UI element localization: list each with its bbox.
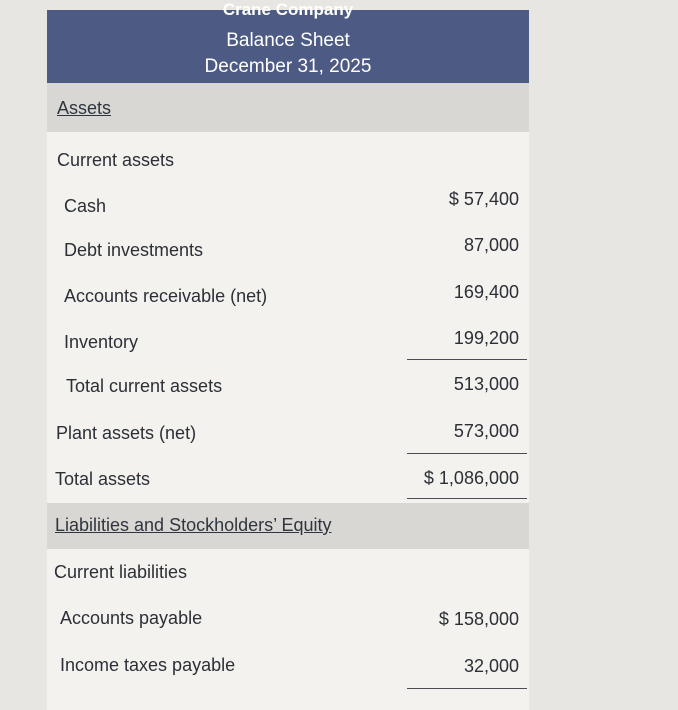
statement-header [47,0,529,83]
cash-label: Cash [64,196,107,216]
balance-sheet [47,0,529,710]
liabilities-section-band [47,503,529,549]
subtotal-rule [407,359,527,360]
debt-investments-label: Debt investments [64,240,204,260]
total-current-assets-label: Total current assets [66,376,223,396]
income-taxes-payable-amount: 32,000 [463,656,519,676]
statement-title: Balance Sheet [226,30,350,51]
income-taxes-payable-label: Income taxes payable [60,655,236,675]
plant-assets-amount: 573,000 [453,421,519,441]
plant-assets-label: Plant assets (net) [56,423,197,443]
total-rule [407,453,527,454]
inventory-label: Inventory [64,332,139,352]
statement-date: December 31, 2025 [204,56,372,77]
debt-investments-amount: 87,000 [463,235,519,255]
total-current-assets-amount: 513,000 [453,374,519,394]
liabilities-rule [407,688,527,689]
assets-section-band [47,83,529,132]
accounts-receivable-amount: 169,400 [453,282,519,302]
company-name: Crane Company [222,0,354,19]
total-assets-label: Total assets [55,469,151,489]
cash-amount: $ 57,400 [448,189,519,209]
accounts-payable-label: Accounts payable [60,608,203,628]
inventory-amount: 199,200 [453,328,519,348]
assets-heading: Assets [57,98,112,118]
accounts-payable-amount: $ 158,000 [438,609,519,629]
current-liabilities-heading: Current liabilities [54,562,188,582]
accounts-receivable-label: Accounts receivable (net) [64,286,268,306]
current-assets-heading: Current assets [57,150,175,170]
liabilities-heading: Liabilities and Stockholders’ Equity [55,515,332,535]
total-assets-amount: $ 1,086,000 [423,468,519,488]
